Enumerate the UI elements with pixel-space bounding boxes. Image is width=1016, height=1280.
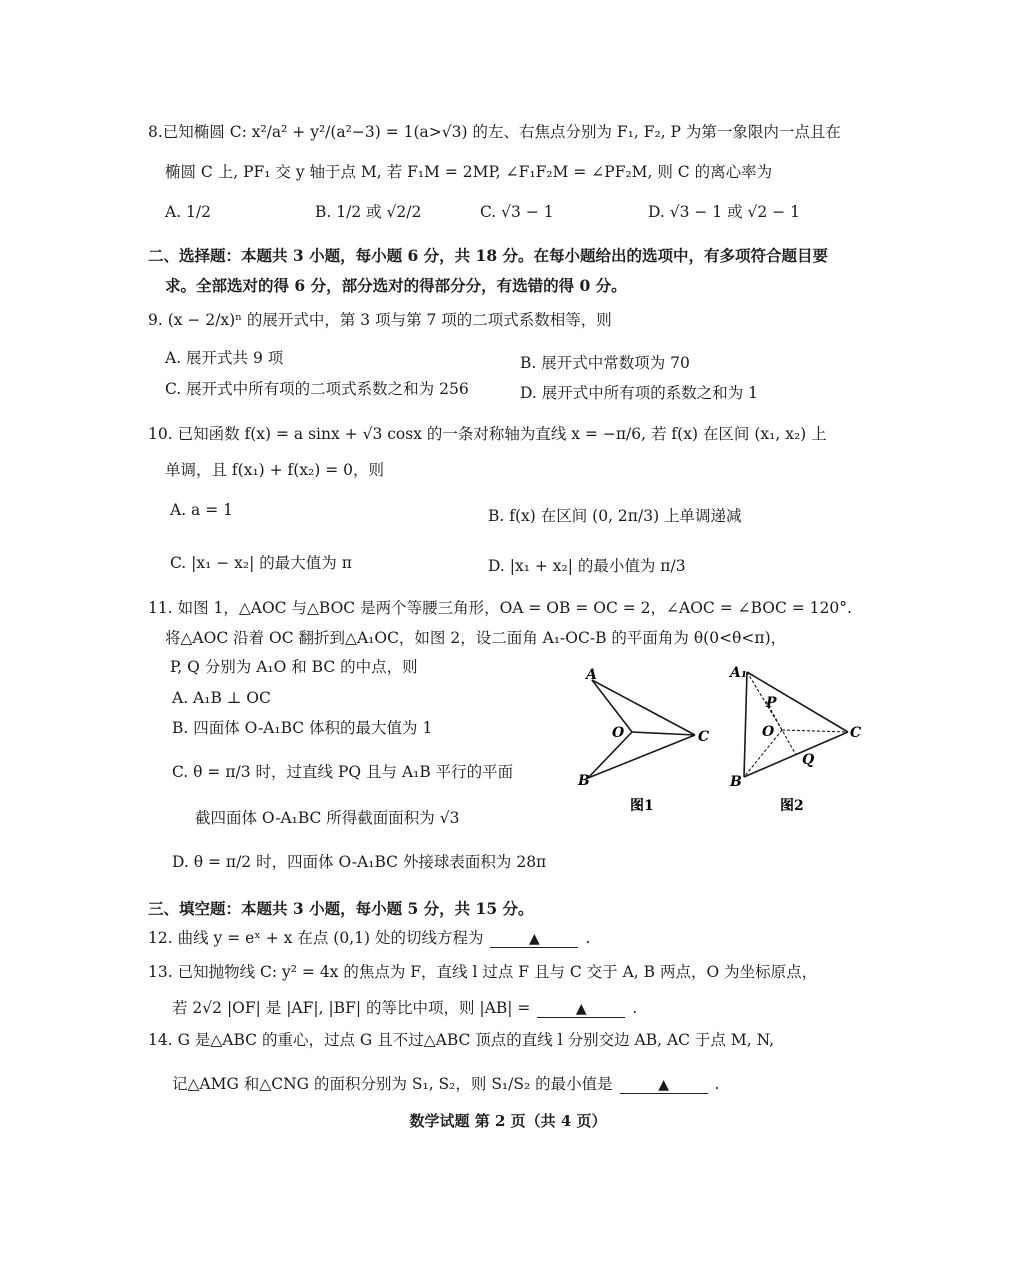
q11-figures [570, 655, 870, 825]
figure-1 [588, 680, 695, 778]
q8-option-a: A. 1/2 [165, 203, 211, 221]
q9-option-c: C. 展开式中所有项的二项式系数之和为 256 [165, 380, 469, 398]
q13-line1: 13. 已知抛物线 C: y² = 4x 的焦点为 F，直线 l 过点 F 且与 C 交于 A, B 两点，O 为坐标原点， [148, 963, 818, 981]
q12-text: 12. 曲线 y = eˣ + x 在点 (0,1) 处的切线方程为 [148, 929, 484, 947]
q13-line2 [172, 998, 637, 1018]
q10-line2: 单调，且 f(x₁) + f(x₂) = 0，则 [165, 461, 385, 479]
q11-option-c-cont: 截四面体 O-A₁BC 所得截面面积为 √3 [195, 809, 460, 827]
q8-option-d: D. √3 − 1 或 √2 − 1 [648, 203, 800, 221]
q10-option-b: B. f(x) 在区间 (0, 2π/3) 上单调递减 [488, 507, 742, 525]
fig1-edge-oc [632, 732, 695, 735]
fig2-edge-oc [782, 730, 848, 732]
section3-heading: 三、填空题：本题共 3 小题，每小题 5 分，共 15 分。 [148, 899, 534, 918]
fig2-label-a1: A₁ [730, 665, 747, 681]
q12-end: . [585, 929, 591, 947]
q11-line1: 11. 如图 1，△AOC 与△BOC 是两个等腰三角形，OA = OB = OC = 2，∠AOC = ∠BOC = 120°. [148, 599, 852, 617]
fig1-edge-ob [588, 732, 632, 778]
q9-option-a: A. 展开式共 9 项 [165, 349, 284, 367]
q14-line2 [172, 1074, 719, 1094]
q9-option-b: B. 展开式中常数项为 70 [520, 354, 690, 372]
q10-option-a: A. a = 1 [170, 501, 233, 519]
fig1-edge-bc [588, 735, 695, 778]
q10-option-d: D. |x₁ + x₂| 的最小值为 π/3 [488, 557, 686, 575]
q14-text: 记△AMG 和△CNG 的面积分别为 S₁, S₂，则 S₁/S₂ 的最小值是 [172, 1075, 613, 1093]
q8-option-c: C. √3 − 1 [480, 203, 554, 221]
fig1-label-a: A [586, 667, 597, 683]
fig1-label-o: O [612, 725, 625, 741]
figure-2 [744, 672, 848, 777]
q11-option-d: D. θ = π/2 时，四面体 O-A₁BC 外接球表面积为 28π [172, 853, 547, 871]
q11-option-b: B. 四面体 O-A₁BC 体积的最大值为 1 [172, 719, 433, 737]
fig2-edge-a1c [747, 672, 848, 732]
q14-answer-blank: ▲ [620, 1077, 708, 1094]
q11-option-a: A. A₁B ⊥ OC [172, 689, 271, 707]
q8-line2: 椭圆 C 上, PF₁ 交 y 轴于点 M, 若 F₁M = 2MP, ∠F₁F₂M = ∠PF₂M, 则 C 的离心率为 [165, 163, 773, 181]
q10-line1: 10. 已知函数 f(x) = a sinx + √3 cosx 的一条对称轴为直线 x = −π/6, 若 f(x) 在区间 (x₁, x₂) 上 [148, 425, 827, 443]
q11-line3: P, Q 分别为 A₁O 和 BC 的中点，则 [170, 658, 418, 676]
fig2-edge-a1b [744, 672, 747, 777]
q12-line [148, 928, 590, 948]
figure-2-caption: 图2 [780, 798, 804, 814]
fig1-label-b: B [578, 773, 590, 789]
fig1-label-c: C [698, 729, 710, 745]
q12-answer-blank: ▲ [490, 931, 578, 948]
q14-line1: 14. G 是△ABC 的重心，过点 G 且不过△ABC 顶点的直线 l 分别交边 AB, AC 于点 M, N, [148, 1031, 775, 1049]
q10-option-c: C. |x₁ − x₂| 的最大值为 π [170, 554, 352, 572]
q9-option-d: D. 展开式中所有项的系数之和为 1 [520, 384, 759, 402]
q11-line2: 将△AOC 沿着 OC 翻折到△A₁OC，如图 2，设二面角 A₁-OC-B 的平面角为 θ(0<θ<π)， [165, 629, 787, 647]
fig2-label-q: Q [802, 752, 815, 768]
q13-answer-blank: ▲ [537, 1001, 625, 1018]
q8-line1: 8.已知椭圆 C: x²/a² + y²/(a²−3) = 1(a>√3) 的左、右焦点分别为 F₁, F₂, P 为第一象限内一点且在 [148, 123, 841, 141]
page-footer: 数学试题 第 2 页（共 4 页） [409, 1112, 607, 1130]
q11-option-c: C. θ = π/3 时，过直线 PQ 且与 A₁B 平行的平面 [172, 763, 514, 781]
q9-stem: 9. (x − 2/x)ⁿ 的展开式中，第 3 项与第 7 项的二项式系数相等，则 [148, 311, 612, 329]
q14-end: . [714, 1075, 720, 1093]
fig2-label-p: P [766, 695, 777, 711]
fig2-label-b: B [730, 774, 742, 790]
q13-text: 若 2√2 |OF| 是 |AF|, |BF| 的等比中项，则 |AB| = [172, 999, 531, 1017]
fig2-label-c: C [850, 725, 862, 741]
fig1-edge-ac [592, 680, 695, 735]
section2-heading-line2: 求。全部选对的得 6 分，部分选对的得部分分，有选错的得 0 分。 [165, 276, 627, 295]
q13-end: . [632, 999, 638, 1017]
section2-heading: 二、选择题：本题共 3 小题，每小题 6 分，共 18 分。在每小题给出的选项中，有多项符合题目要 [148, 246, 829, 265]
figure-1-caption: 图1 [630, 798, 654, 814]
fig2-label-o: O [762, 724, 775, 740]
q8-option-b: B. 1/2 或 √2/2 [315, 203, 422, 221]
